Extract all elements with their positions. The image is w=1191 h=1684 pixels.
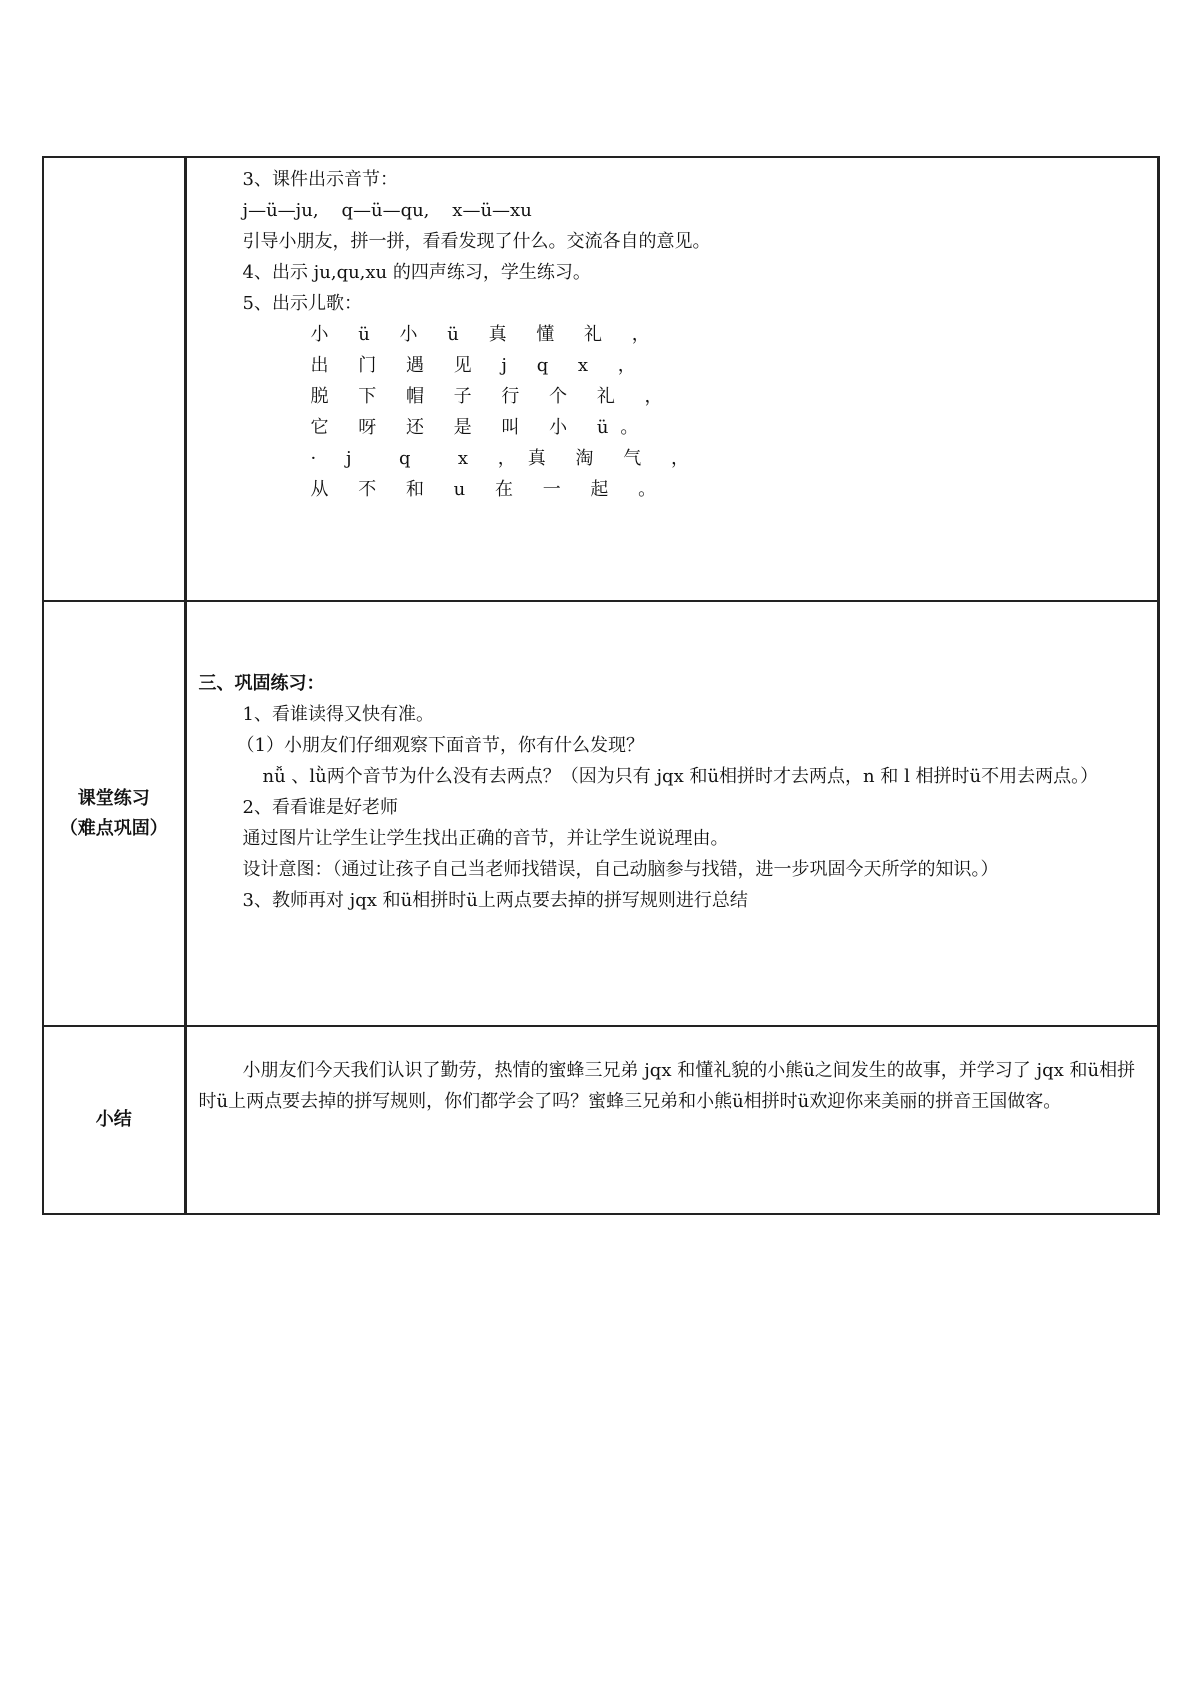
table-row (43, 1026, 1158, 1214)
row-label-summary: 小结 (43, 1026, 185, 1214)
table-row (43, 157, 1158, 601)
summary-paragraph: 小朋友们今天我们认识了勤劳，热情的蜜蜂三兄弟 jqx 和懂礼貌的小熊ü之间发生的故事，并学习了 jqx 和ü相拼时ü上两点要去掉的拼写规则，你们都学会了吗？蜜蜂三兄弟和小熊ü相拼时ü欢迎你来美丽的拼音王国做客。 (198, 1060, 1136, 1112)
text-line: 2、看看谁是好老师 (242, 797, 398, 818)
content-cell (185, 1026, 1158, 1214)
row-label-empty (43, 157, 185, 601)
text-line: 通过图片让学生让学生找出正确的音节，并让学生说说理由。 (242, 828, 729, 849)
text-line: 1、看谁读得又快有准。 (242, 704, 434, 725)
poem-line: 它 呀 还 是 叫 小 ü。 (310, 417, 651, 438)
text-line: 5、出示儿歌： (242, 293, 362, 314)
poem-line: 小 ü 小 ü 真 懂 礼 ， (310, 324, 662, 345)
text-line: 引导小朋友，拼一拼，看看发现了什么。交流各自的意见。 (242, 231, 711, 252)
row-label-practice (43, 601, 185, 1026)
text-line: 4、出示 ju,qu,xu 的四声练习，学生练习。 (242, 262, 591, 283)
text-line: 3、课件出示音节： (242, 169, 398, 190)
text-paragraph: nǚ 、lǜ两个音节为什么没有去两点？（因为只有 jqx 和ü相拼时才去两点，n 和 l 相拼时ü不用去两点。） (262, 766, 1099, 787)
poem-line: 从 不 和 u 在 一 起 。 (310, 479, 669, 500)
text-line: （1）小朋友们仔细观察下面音节，你有什么发现？ (236, 735, 644, 756)
syllable-line: j—ü—ju, q—ü—qu, x—ü—xu (242, 200, 532, 221)
table-row (43, 601, 1158, 1026)
text-line: 3、教师再对 jqx 和ü相拼时ü上两点要去掉的拼写规则进行总结 (242, 890, 748, 911)
label-line: （难点巩固） (59, 817, 168, 839)
content-cell (185, 601, 1158, 1026)
poem-line: 出 门 遇 见 j q x ， (310, 355, 648, 376)
content-cell (185, 157, 1158, 601)
lesson-plan-table (42, 156, 1160, 1215)
label-line: 课堂练习 (77, 787, 150, 809)
poem-line: 脱 下 帽 子 行 个 礼 ， (310, 386, 675, 407)
section-heading: 三、巩固练习： (198, 673, 325, 694)
poem-line: · j q x ，真 淘 气 ， (310, 448, 701, 469)
text-paragraph: 设计意图：（通过让孩子自己当老师找错误，自己动脑参与找错，进一步巩固今天所学的知识。） (242, 859, 999, 880)
